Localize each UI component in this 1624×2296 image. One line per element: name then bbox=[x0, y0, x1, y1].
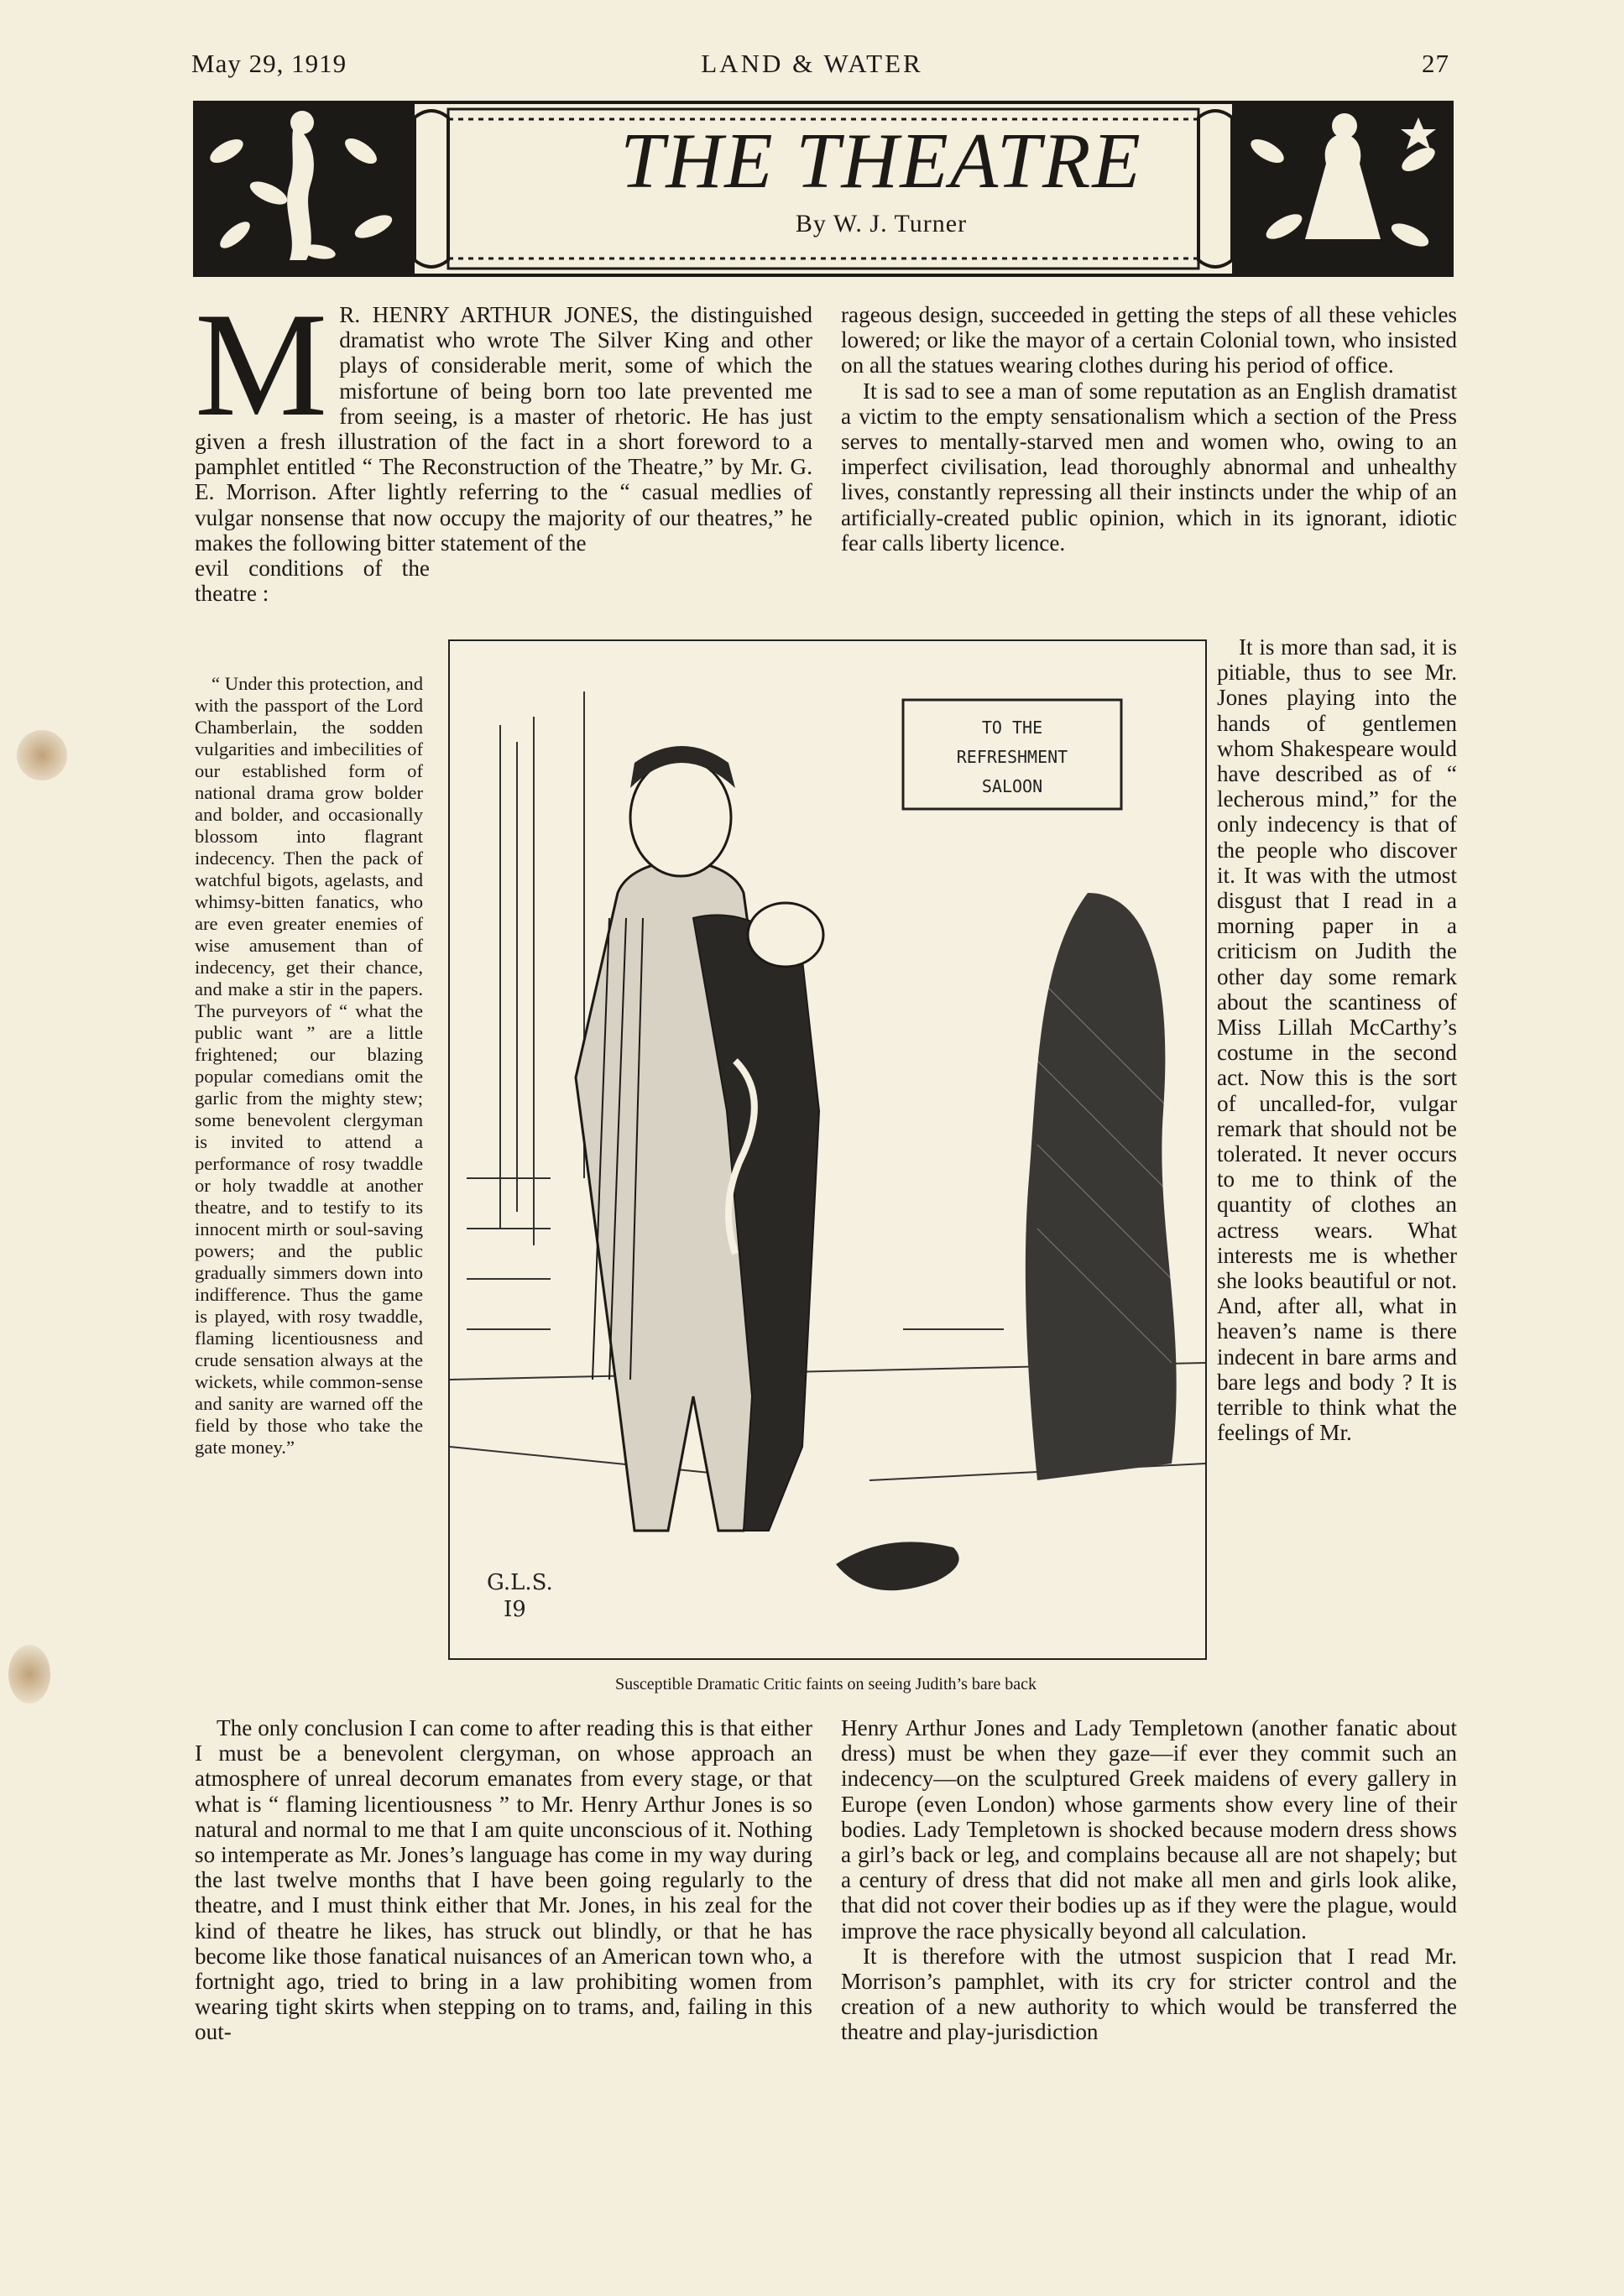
paper-stain bbox=[8, 1645, 50, 1704]
quote-text: “ Under this protection, and with the passport of the Lord Chamberlain, the sodden vulgarities and imbecilities of our established form of national drama grow bolder and bolder, and occasionally blossom into flagrant indecency. Then the pack of watchful bigots, agelasts, and whimsy-bitten fanatics, who are even greater enemies of wise amusement than of indecency, get their chance, and make a stir in the papers. The purveyors of “ what the public want ” are a little frightened; our blazing popular comedians omit the garlic from the mighty stew; some benevolent clergyman is invited to attend a performance of rosy twaddle or holy twaddle at another theatre, and to testify to its innocent mirth or soul-saving powers; and the public gradually simmers down into indifference. Thus the game is played, with rosy twaddle, flaming licentiousness and crude sensation always at the wickets, while common-sense and sanity are warned off the field by those who take the gate money.” bbox=[195, 673, 423, 1458]
article-paragraph: evil conditions of the theatre : bbox=[195, 556, 430, 607]
sign-line: SALOON bbox=[981, 776, 1043, 796]
artist-signature-year: I9 bbox=[504, 1597, 526, 1622]
drop-cap: M bbox=[195, 281, 328, 447]
block-quote bbox=[195, 673, 423, 1458]
article-paragraph: It is sad to see a man of some reputation as an English dramatist a victim to the empty sensationalism which a section of the Press serves to mentally-starved men and women who, owing to an imperfect civilisation, lead thoroughly abnormal and unhealthy lives, constantly repressing all their instincts under the whip of an artificially-created public opinion, which in its ignorant, idiotic fear calls liberty licence. bbox=[841, 378, 1457, 556]
section-banner bbox=[193, 101, 1454, 277]
article-column-right-top bbox=[841, 302, 1457, 556]
sign-line: TO THE bbox=[981, 718, 1043, 738]
article-paragraph: R. HENRY ARTHUR JONES, the distinguished dramatist who wrote The Silver King and other plays of considerable merit, some of which the misfortune of being born too late prevented me from seeing, is a master of rhetoric. He has just given a fresh illustration of the fact in a short foreword to a pamphlet entitled “ The Reconstruction of the Theatre,” by Mr. G. E. Morrison. After lightly referring to the “ casual medlies of vulgar nonsense that now occupy the majority of our theatres,” he makes the following bitter statement of the bbox=[195, 302, 812, 556]
issue-date: May 29, 1919 bbox=[191, 49, 347, 78]
article-paragraph: The only conclusion I can come to after reading this is that either I must be a benevolent clergyman, on whose approach an atmosphere of unreal decorum emanates from every stage, or that what is “ flaming licentiousness ” to Mr. Henry Arthur Jones is so natural and normal to me that I am quite unconscious of it. Nothing so intemperate as Mr. Jones’s language has come in my way during the last twelve months that I have been going regularly to the theatre, and I must think either that Mr. Jones, in his zeal for the kind of theatre he likes, has struck out blindly, or that he has become like those fanatical nuisances of an American town who, a fortnight ago, tried to bring in a law prohibiting women from wearing tight skirts when stepping on to trams, and, failing in this out- bbox=[195, 1715, 812, 2045]
article-column-right-bottom bbox=[841, 1715, 1457, 2045]
section-title: THE THEATRE bbox=[620, 117, 1142, 205]
article-column-left-top bbox=[195, 281, 812, 607]
page-number: 27 bbox=[1422, 49, 1449, 78]
cartoon-illustration bbox=[448, 639, 1207, 1660]
illustration-caption: Susceptible Dramatic Critic faints on seeing Judith’s bare back bbox=[614, 1675, 1037, 1693]
paper-stain bbox=[17, 730, 67, 780]
article-paragraph: rageous design, succeeded in getting the steps of all these vehicles lowered; or like the mayor of a certain Colonial town, who insisted on all the statues wearing clothes during his period of office. bbox=[841, 302, 1457, 378]
sign-line: REFRESHMENT bbox=[956, 747, 1068, 767]
publication-title: LAND & WATER bbox=[701, 49, 923, 78]
artist-signature: G.L.S. bbox=[487, 1570, 553, 1595]
article-paragraph: Henry Arthur Jones and Lady Templetown (another fanatic about dress) must be when they gaze—if ever they commit such an indecency—on the sculptured Greek maidens of every gallery in Europe (even London) whose garments show every line of their bodies. Lady Templetown is shocked because modern dress shows a girl’s back or leg, and complains because all are not shapely; but a century of dress that did not make all men and girls look alike, that did not cover their bodies up as if they were the plague, would improve the race physically beyond all calculation. bbox=[841, 1715, 1457, 1944]
cartoon-drawing bbox=[450, 641, 1205, 1658]
article-column-narrow bbox=[1217, 634, 1457, 1446]
article-paragraph: It is more than sad, it is pitiable, thus to see Mr. Jones playing into the hands of gentlemen whom Shakespeare would have described as of “ lecherous mind,” for the only indecency is that of the people who discover it. It was with the utmost disgust that I read in a morning paper in a criticism on Judith the other day some remark about the scantiness of Miss Lillah McCarthy’s costume in the second act. Now this is the sort of uncalled-for, vulgar remark that should not be tolerated. It never occurs to me to think of the quantity of clothes an actress wears. What interests me is whether she looks beautiful or not. And, after all, what in heaven’s name is there indecent in bare arms and bare legs and body ? It is terrible to think what the feelings of Mr. bbox=[1217, 634, 1457, 1446]
byline: By W. J. Turner bbox=[795, 210, 968, 237]
article-paragraph: It is therefore with the utmost suspicion that I read Mr. Morrison’s pamphlet, with its cry for stricter control and the creation of a new authority to which would be transferred the theatre and play-jurisdiction bbox=[841, 1943, 1457, 2045]
article-column-left-bottom bbox=[195, 1715, 812, 2045]
